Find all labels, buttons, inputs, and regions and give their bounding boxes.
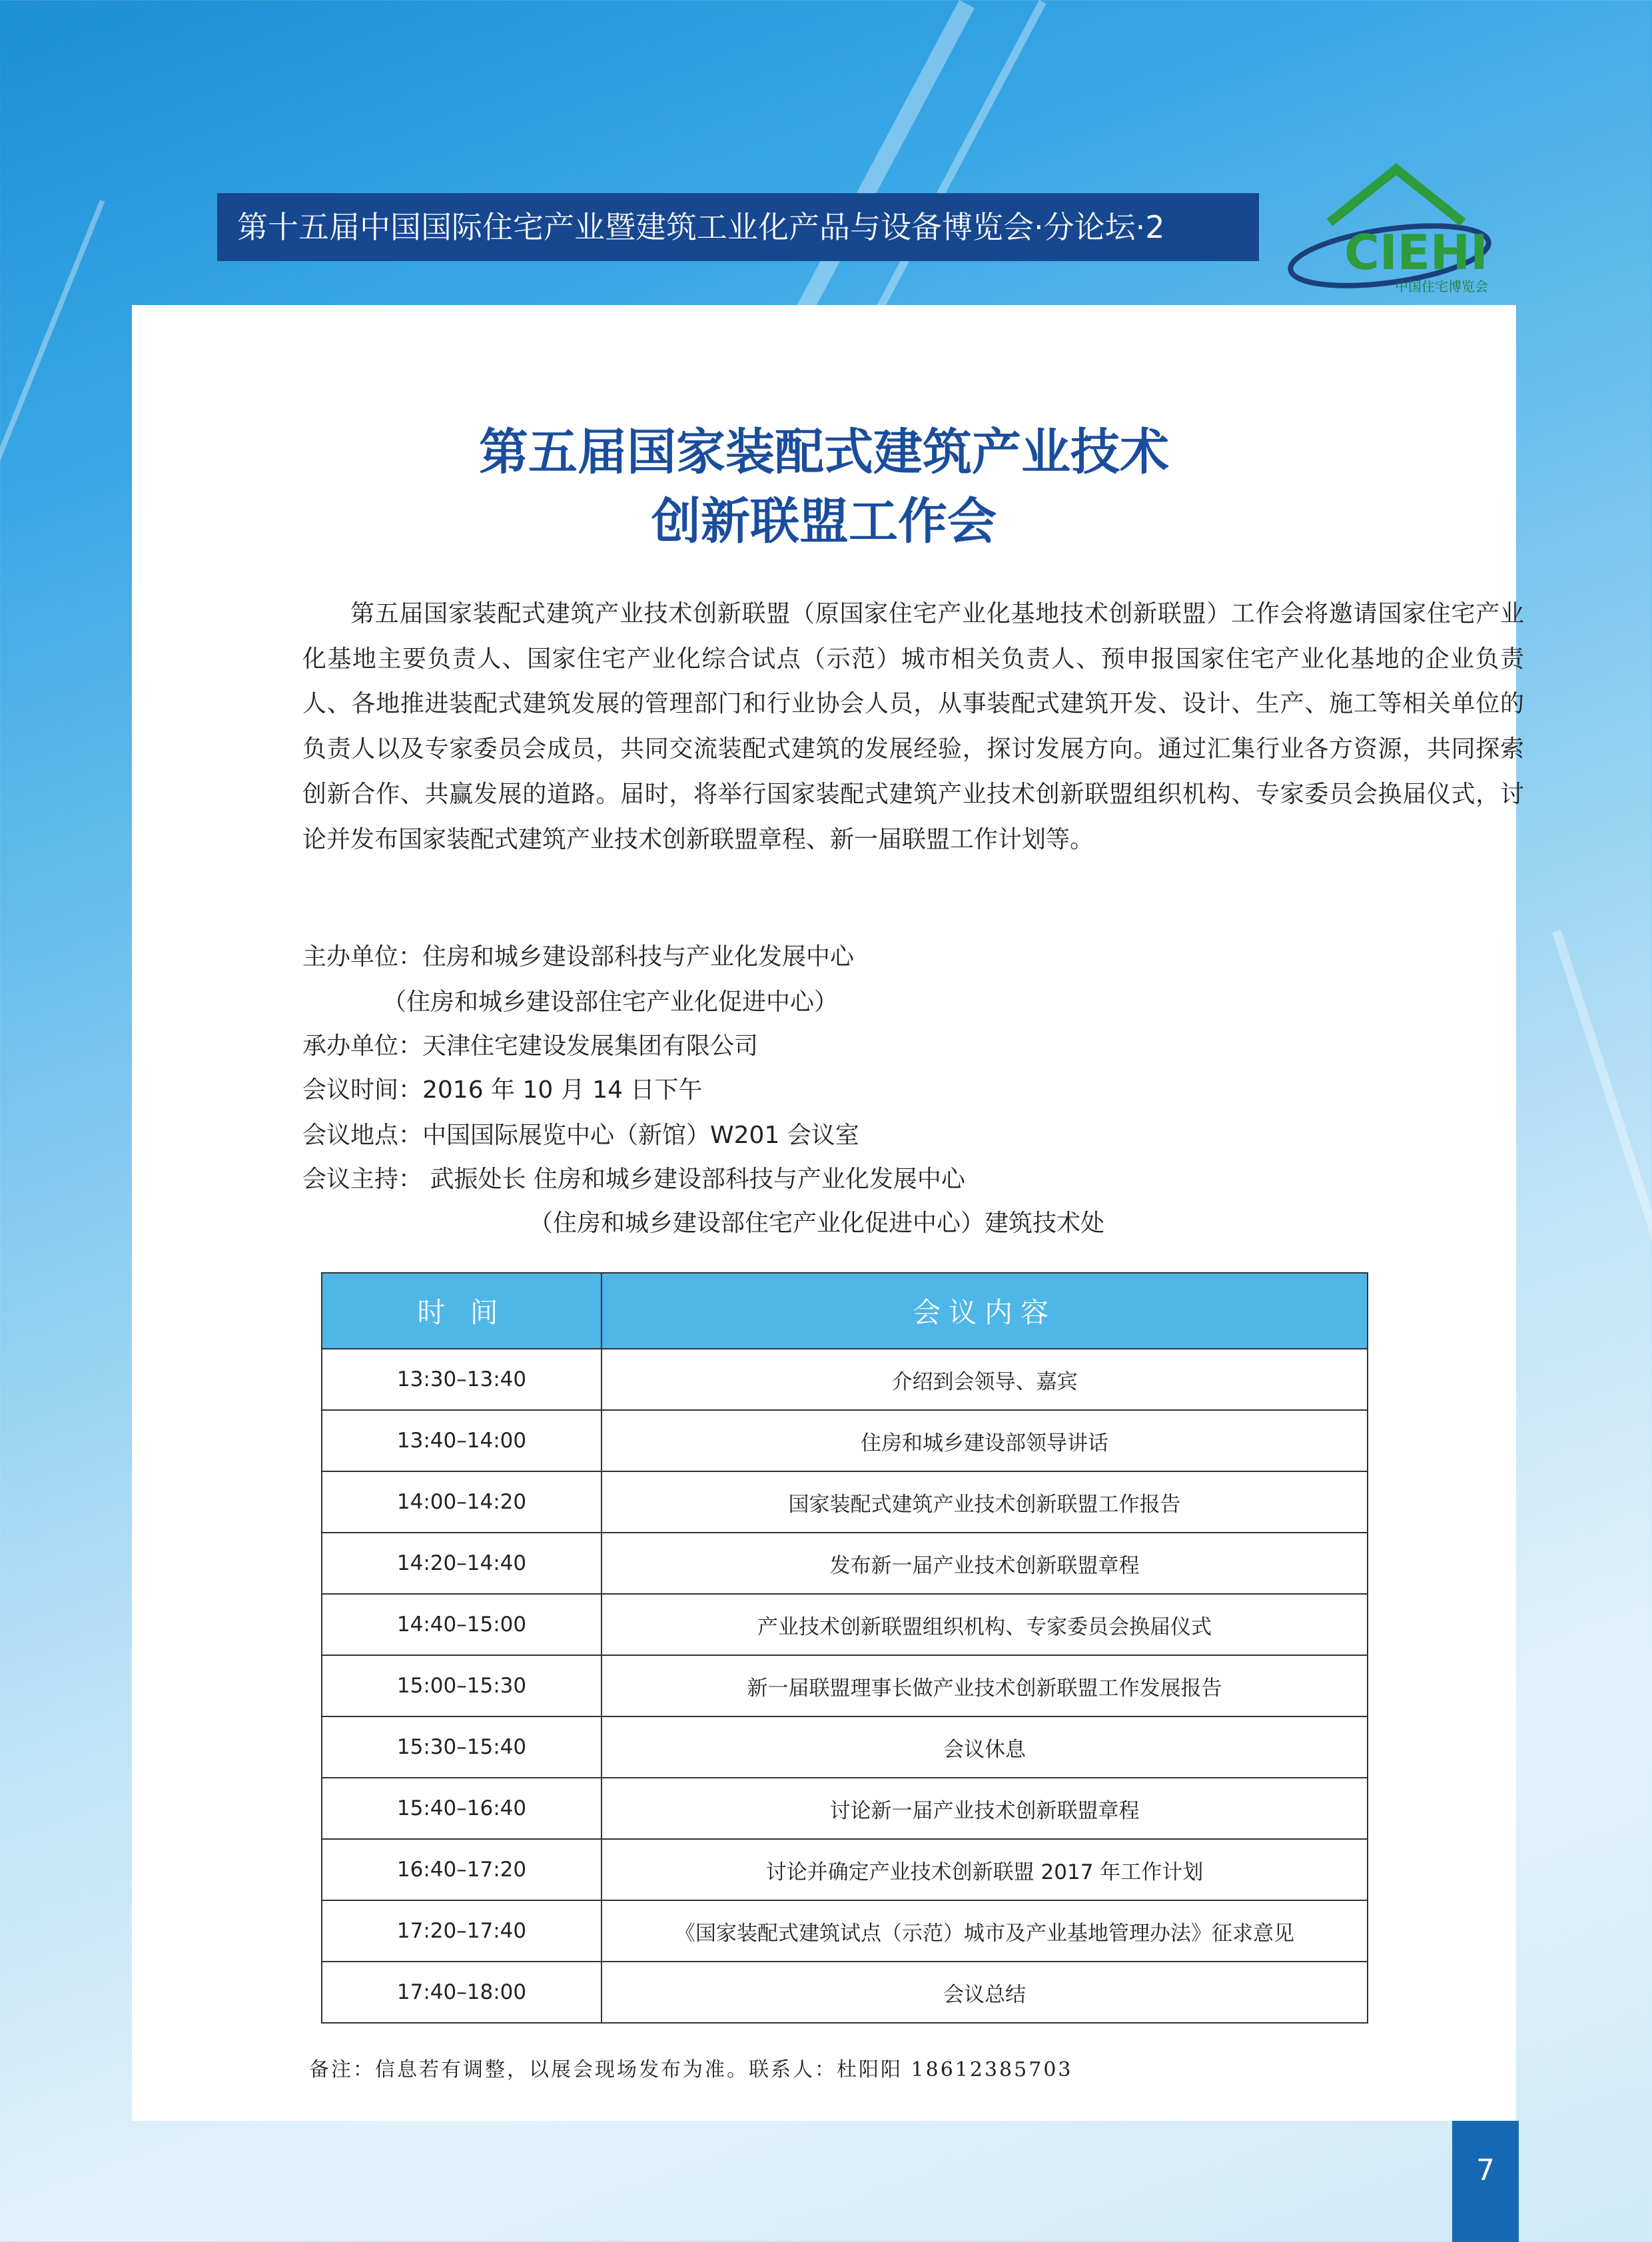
info-host: 主办单位：住房和城乡建设部科技与产业化发展中心 <box>302 943 855 970</box>
row-content: 住房和城乡建设部领导讲话 <box>602 1410 1368 1471</box>
row-content: 新一届联盟理事长做产业技术创新联盟工作发展报告 <box>602 1655 1368 1716</box>
table-row <box>322 1533 1368 1594</box>
row-time: 14:20–14:40 <box>322 1533 602 1594</box>
intro-paragraph <box>302 591 1524 862</box>
row-content: 介绍到会领导、嘉宾 <box>602 1349 1368 1410</box>
table-row <box>322 1594 1368 1655</box>
schedule-header-time: 时 间 <box>322 1273 602 1349</box>
footnote: 备注：信息若有调整，以展会现场发布为准。联系人：杜阳阳 18612385703 <box>309 2058 1073 2081</box>
row-time: 14:00–14:20 <box>322 1471 602 1533</box>
row-content: 发布新一届产业技术创新联盟章程 <box>602 1533 1368 1594</box>
info-time: 会议时间：2016 年 10 月 14 日下午 <box>302 1076 703 1104</box>
header-banner <box>217 193 1259 261</box>
row-content: 会议总结 <box>602 1962 1368 2023</box>
table-row <box>322 1962 1368 2023</box>
table-row <box>322 1349 1368 1410</box>
row-time: 15:30–15:40 <box>322 1716 602 1778</box>
row-content: 讨论新一届产业技术创新联盟章程 <box>602 1778 1368 1839</box>
page-title-line-1: 第五届国家装配式建筑产业技术 <box>479 424 1169 481</box>
content-panel <box>132 305 1524 2121</box>
table-row <box>322 1716 1368 1778</box>
info-host-sub: （住房和城乡建设部住宅产业化促进中心） <box>382 988 839 1016</box>
row-content: 《国家装配式建筑试点（示范）城市及产业基地管理办法》征求意见 <box>602 1900 1368 1962</box>
logo-house-roof <box>1330 169 1463 222</box>
row-time: 15:40–16:40 <box>322 1778 602 1839</box>
info-organizer: 承办单位：天津住宅建设发展集团有限公司 <box>302 1032 759 1060</box>
info-moderator-sub: （住房和城乡建设部住宅产业化促进中心）建筑技术处 <box>529 1210 1105 1237</box>
table-row <box>322 1900 1368 1962</box>
logo-letters: CIEHI <box>1344 224 1488 280</box>
row-time: 15:00–15:30 <box>322 1655 602 1716</box>
row-time: 13:30–13:40 <box>322 1349 602 1410</box>
intro-text: 第五届国家装配式建筑产业技术创新联盟（原国家住宅产业化基地技术创新联盟）工作会将邀请国家住宅产业化基地主要负责人、国家住宅产业化综合试点（示范）城市相关负责人、预申报国家住宅产业化基地的企业负责人、各地推进装配式建筑发展的管理部门和行业协会人员，从事装配式建筑开发、设计、生产、施工等相关单位的负责人以及专家委员会成员，共同交流装配式建筑的发展经验，探讨发展方向。通过汇集行业各方资源，共同探索创新合作、共赢发展的道路。届时，将举行国家装配式建筑产业技术创新联盟组织机构、专家委员会换届仪式，讨论并发布国家装配式建筑产业技术创新联盟章程、新一届联盟工作计划等。 <box>302 600 1524 853</box>
row-content: 讨论并确定产业技术创新联盟 2017 年工作计划 <box>602 1839 1368 1900</box>
page-number: 7 <box>1452 2121 1519 2242</box>
row-time: 13:40–14:00 <box>322 1410 602 1471</box>
schedule-header-content: 会议内容 <box>602 1273 1368 1349</box>
table-row <box>322 1839 1368 1900</box>
row-time: 16:40–17:20 <box>322 1839 602 1900</box>
table-row <box>322 1471 1368 1533</box>
header-banner-text: 第十五届中国国际住宅产业暨建筑工业化产品与设备博览会·分论坛·2 <box>237 209 1165 245</box>
info-place: 会议地点：中国国际展览中心（新馆）W201 会议室 <box>302 1122 859 1149</box>
row-content: 产业技术创新联盟组织机构、专家委员会换届仪式 <box>602 1594 1368 1655</box>
schedule-table <box>321 1272 1368 2024</box>
schedule-header-row <box>322 1273 1368 1349</box>
logo-subtitle: 中国住宅博览会 <box>1395 278 1488 294</box>
page-title-line-2: 创新联盟工作会 <box>651 493 997 550</box>
row-time: 14:40–15:00 <box>322 1594 602 1655</box>
table-row <box>322 1410 1368 1471</box>
table-row <box>322 1778 1368 1839</box>
info-moderator: 会议主持： 武振处长 住房和城乡建设部科技与产业化发展中心 <box>302 1166 965 1193</box>
row-time: 17:40–18:00 <box>322 1962 602 2023</box>
row-content: 会议休息 <box>602 1716 1368 1778</box>
background-streak <box>1552 930 1652 1376</box>
row-content: 国家装配式建筑产业技术创新联盟工作报告 <box>602 1471 1368 1533</box>
background-streak <box>0 200 105 757</box>
row-time: 17:20–17:40 <box>322 1900 602 1962</box>
table-row <box>322 1655 1368 1716</box>
